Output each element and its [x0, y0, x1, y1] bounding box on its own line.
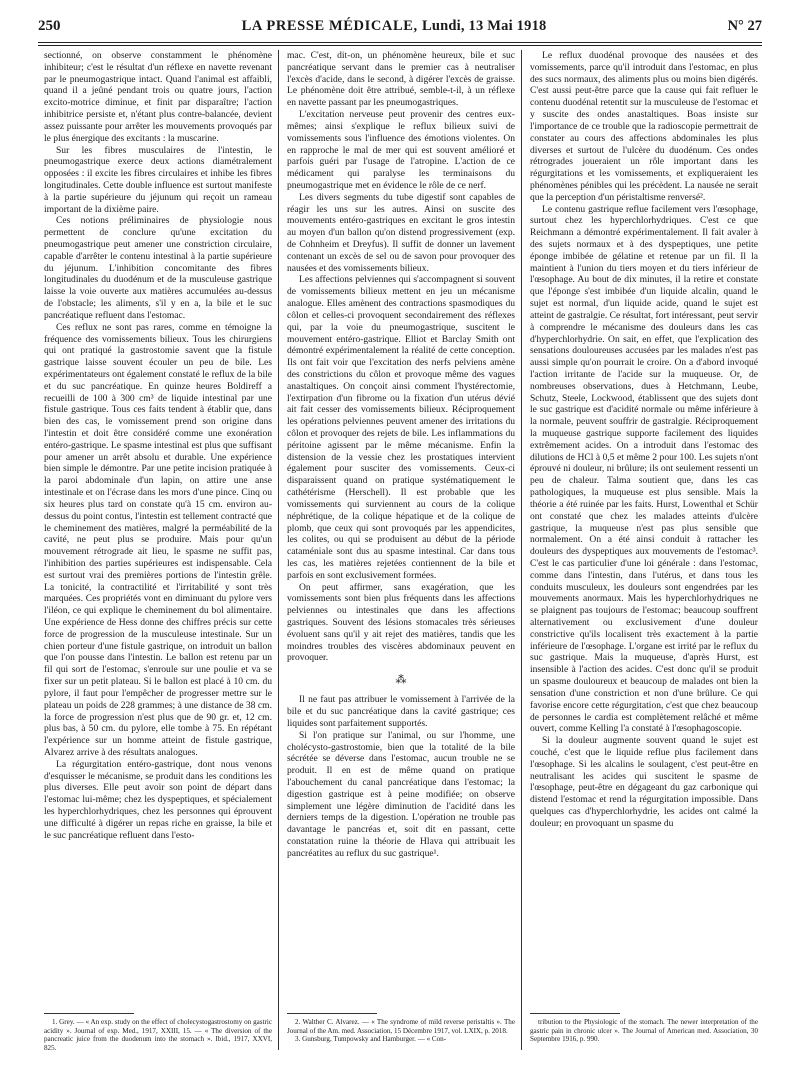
paragraph: La régurgitation entéro-gastrique, dont nous venons d'esquisser le mécanisme, se produit dans les conditions les plus diverses. Elle peut avoir son point de départ dans l'estomac lui-même; chez les dyspeptiques, et spécialement les hyperchlorhydriques, chez les personnes qui éprouvent une difficulté à digérer un repas riche en graisse, la bile et le suc pancréatique refluent dans l'esto- — [44, 758, 272, 841]
page-header — [38, 18, 762, 40]
footnote: tribution to the Physiologic of the stomach. The newer interpretation of the gastric pain in chronic ulcer ». The Journal of American med. Association, 30 Septembre 1916, p. 990. — [530, 1018, 758, 1044]
footnote-rule — [44, 1013, 134, 1014]
paragraph: Il ne faut pas attribuer le vomissement à l'arrivée de la bile et du suc pancréatique dans la cavité gastrique; ces liquides sont parfaitement supportés. — [287, 694, 515, 729]
article-column-1 — [44, 50, 272, 1050]
footnote: 3. Gunsburg, Tumpowsky and Hamburger. — « Con- — [295, 1035, 447, 1044]
paragraph: On peut affirmer, sans exagération, que les vomissements sont bien plus fréquents dans les affections pelviennes ou intestinales que dans les affections gastriques. Souvent des lésions stomacales très sérieuses évoluent sans qu'il y ait rejet des matières, tandis que les moindres troubles des viscères abdominaux peuvent en provoquer. — [287, 581, 515, 664]
section-ornament: ⁂ — [395, 674, 407, 687]
paragraph: Si la douleur augmente souvent quand le sujet est couché, c'est que le liquide reflue plus facilement dans l'œsophage. Si les alcalins le soulagent, c'est peut-être en neutralisant les acides qui suscitent le spasme de l'œsophage, peut-être en dégageant du gaz carbonique qui distend l'estomac et rend la régurgitation impossible. Dans quelques cas d'hyperchlorhydrie, les acides ont calmé la douleur; en provoquant un spasme du — [530, 735, 758, 829]
journal-title — [242, 18, 547, 35]
paragraph: Les divers segments du tube digestif sont capables de réagir les uns sur les autres. Ainsi on suscite des mouvements entéro-gastriques en excitant le gros intestin au moyen d'un ballon qu'on distend progressivement (exp. de Cohnheim et Dreyfus). Il suffit de donner un lavement contenant un excès de sel ou de savon pour provoquer des nausées et des vomissements bilieux. — [287, 191, 515, 274]
paragraph: Sur les fibres musculaires de l'intestin, le pneumogastrique exerce deux actions diamétralement opposées : il excite les fibres circulaires et inhibe les fibres longitudinales. Cette double influence est surtout manifeste à la partie supérieure du jéjunum qui reçoit un rameau important de la dixième paire. — [44, 144, 272, 215]
column-divider — [278, 50, 279, 1050]
column-divider — [521, 50, 522, 1050]
footnotes-column-2 — [287, 1018, 515, 1044]
footnotes-column-1 — [44, 1018, 272, 1052]
footnote: 2. Walther C. Alvarez. — « The syndrome of mild reverse peristaltis ». The Journal of the Am. med. Association, 15 Décembre 1917, vol. LXIX, p. 2018. — [287, 1018, 515, 1035]
article-column-2 — [287, 50, 515, 1050]
journal-name: LA PRESSE MÉDICALE, — [241, 18, 418, 34]
paragraph: sectionné, on observe constamment le phénomène inhibiteur; c'est le résultat d'un réflexe en navette revenant par le pneumogastrique intact. Quand l'animal est affaibli, quand il a jeûné pendant trois ou quatre jours, l'action excito-motrice diminue, et finit par disparaître; l'action inhibitrice persiste et, n'étant plus contre-balancée, devient assez puissante pour arrêter les mouvements provoqués par le plus énergique des excitants : la muscarine. — [44, 50, 272, 144]
issue-date: Lundi, 13 Mai 1918 — [422, 18, 547, 34]
footnote-rule — [287, 1013, 377, 1014]
paragraph: Ces notions préliminaires de physiologie nous permettent de conclure qu'une excitation du pneumogastrique peut amener une constriction circulaire, capable d'arrêter le contenu intestinal à la partie supérieure du jéjunum. L'inhibition concomitante des fibres longitudinales du duodénum et de la musculeuse gastrique laisse la voie ouverte aux matières accumulées au-dessus de l'obstacle; les aliments, s'il y en a, la bile et le suc pancréatique refluent dans l'estomac. — [44, 215, 272, 321]
paragraph: Les affections pelviennes qui s'accompagnent si souvent de vomissements bilieux mettent en jeu un mécanisme analogue. Elles amènent des contractions spasmodiques du côlon et celles-ci provoquent secondairement des réflexes qui, par la voie du pneumogastrique, suscitent le mouvement entéro-gastrique. Elliot et Barclay Smith ont démontré expérimentalement la réalité de cette conception. Ils ont fait voir que l'excitation des nerfs pelviens amène des constrictions du côlon et provoque même des vagues anastaltiques. On conçoit ainsi comment l'hystérectomie, l'extirpation d'un fibrome ou la fixation d'un utérus dévié ait fait cesser des vomissements bilieux. Réciproquement les opérations pelviennes peuvent amener des irritations du côlon et provoquer des rejets de bile. Les inflammations du péritoine agissent par le même mécanisme. Enfin la distension de la vessie chez les prostatiques intervient également pour susciter des vomissements. Ceux-ci disparaissent quand on pratique systématiquement le cathétérisme (Herschell). Il est probable que les vomissements qui surviennent au cours de la colique néphrétique, de la colique hépatique et de la colique de plomb, que ceux qui sont provoqués par les appendicites, les colites, ou qui se produisent au début de la période cataméniale sont dus au spasme intestinal. Car dans tous les cas, les matières rejetées contiennent de la bile et parfois en sont exclusivement formées. — [287, 274, 515, 581]
paragraph: Ces reflux ne sont pas rares, comme en témoigne la fréquence des vomissements bilieux. Tous les chirurgiens qui ont pratiqué la gastrostomie savent que la fistule gastrique laisse souvent écouler un peu de bile. Les expérimentateurs ont également constaté le reflux de la bile et du suc pancréatique. En quinze heures Boldireff a recueilli de 100 à 300 cm³ de liquide intestinal par une fistule gastrique. Tous ces faits tendent à établir que, dans bien des cas, le vomissement prend son origine dans l'intestin et doit être considéré comme une exonération entéro-gastrique. Le spasme intestinal est plus que suffisant pour amener un arrêt absolu et durable. Une expérience bien simple le démontre. Par une petite incision pratiquée à la paroi abdominale d'un lapin, on attire une anse intestinale et on l'écrase dans les mors d'une pince. Cinq ou six heures plus tard on constate qu'à 15 cm. environ au-dessus du point contus, l'intestin est tellement contracté que le cheminement des matières, malgré la perméabilité de la cavité, ne peut plus se produire. Mais pour qu'un mouvement rétrograde ait lieu, le spasme ne suffit pas, l'inhibition des parties supérieures est indispensable. Cela est surtout vrai des premières portions de l'intestin grêle. La tonicité, la contractilité et l'irritabilité y sont très marquées. Ces propriétés vont en diminuant du pylore vers l'iléon, ce qui explique le cheminement du bol alimentaire. Une expérience de Hess donne des chiffres précis sur cette force de progression de la musculeuse intestinale. Sur un chien porteur d'une fistule gastrique, on introduit un ballon que l'on pousse dans l'intestin. Le ballon est retenu par un fil qui sort de l'estomac, s'enroule sur une poulie et va se fixer sur un petit plateau. Si le ballon est placé à 10 cm. du pylore, il faut pour l'empêcher de progresser mettre sur le plateau un poids de 228 grammes; à une distance de 38 cm. la force de progression n'est plus que de 90 gr. et, 12 cm. plus bas, à 50 cm. du pylore, elle tombe à 75. En répétant l'expérience sur un homme atteint de fistule gastrique, Alvarez arrive à des résultats analogues. — [44, 321, 272, 758]
issue-number: N° 27 — [727, 18, 762, 34]
paragraph: Le reflux duodénal provoque des nausées et des vomissements, parce qu'il introduit dans l'estomac, en plus des sucs normaux, des aliments plus ou moins bien digérés. C'est aussi peut-être parce que la cause qui fait refluer le contenu duodénal retentit sur la musculeuse de l'estomac et y suscite des ondes anastaltiques. Boas insiste sur l'importance de ce trouble que la radioscopie permettrait de constater au cours des affections abdominales les plus diverses et surtout de l'ulcère du duodénum. Ces ondes rétrogrades joueraient un rôle important dans les régurgitations et les vomissements, et expliqueraient les phénomènes pénibles qui les précèdent. La nausée ne serait que la perception d'un péristaltisme renversé². — [530, 50, 758, 203]
article-column-3 — [530, 50, 758, 1050]
footnotes-column-3 — [530, 1018, 758, 1044]
header-rule — [38, 42, 762, 43]
paragraph: mac. C'est, dit-on, un phénomène heureux, bile et suc pancréatique servant dans le premier cas à neutraliser l'excès d'acide, dans le second, à digérer l'excès de graisse. Le phénomène doit être attribué, semble-t-il, à un réflexe en navette passant par les pneumogastriques. — [287, 50, 515, 109]
paragraph: Si l'on pratique sur l'animal, ou sur l'homme, une cholécysto-gastrostomie, bien que la totalité de la bile sécrétée se déverse dans l'estomac, aucun trouble ne se produit. Il en est de même quand on pratique l'abouchement du canal pancréatique dans l'estomac; la digestion gastrique est à peine modifiée; on observe simplement une légère diminution de l'acidité dans les derniers temps de la digestion. L'opération ne trouble pas davantage le pancréas et, soit dit en passant, cette constatation ruine la théorie de Hlava qui attribuait les pancréatites au reflux du suc gastrique¹. — [287, 729, 515, 859]
paragraph: Le contenu gastrique reflue facilement vers l'œsophage, surtout chez les hyperchlorhydriques. C'est ce que Reichmann a démontré expérimentalement. Il fait avaler à des sujets normaux et à des dyspeptiques, une petite éponge imbibée de gélatine et retenue par un fil. Il la maintient à l'union du tiers moyen et du tiers inférieur de l'œsophage. Au bout de dix minutes, il la retire et constate que l'éponge s'est imbibée d'un liquide alcalin, quand le sujet est normal, d'un liquide acide, quand le sujet est atteint de gastralgie. Ce résultat, fort intéressant, peut servir à comprendre le mécanisme des douleurs dans les cas d'hyperchlorhydrie. On sait, en effet, que l'explication des sensations douloureuses accusées par les malades n'est pas aussi simple qu'on pourrait le croire. On a d'abord invoqué l'action irritante de l'acide sur la muqueuse. Or, de nombreuses observations, dues à Hetchmann, Leube, Schutz, Steele, Lockwood, établissent que des sujets dont le suc gastrique est d'acidité normale ou même inférieure à la normale, peuvent souffrir de gastralgie. Réciproquement la muqueuse gastrique supporte facilement des liquides extrêmement acides. On a introduit dans l'estomac des dilutions de HCl à 0,5 et même 2 pour 100. Les sujets n'ont éprouvé ni douleur, ni brûlure; ils ont seulement ressenti un peu de chaleur. Talma soutient que, dans les cas pathologiques, la muqueuse est plus sensible. Mais la théorie a été ruinée par les faits. Hurst, Lowenthal et Schür ont constaté que chez les malades atteints d'ulcère gastrique, la muqueuse n'est pas plus sensible que normalement. On a été ainsi conduit à rattacher les douleurs des dyspeptiques aux mouvements de l'estomac³. C'est le cas particulier d'une loi générale : dans l'estomac, comme dans l'intestin, dans l'utérus, et dans tous les conduits musculeux, les douleurs sont engendrées par les mouvements anormaux. Mais les hyperchlorhydriques ne se plaignent pas toujours de l'estomac; beaucoup souffrent alternativement ou exclusivement d'une douleur constrictive qu'ils localisent très exactement à la partie inférieure de l'œsophage. L'organe est irrité par le reflux du suc gastrique. Mais la muqueuse, d'après Hurst, est insensible à l'action des acides. C'est donc qu'il se produit un spasme douloureux et beaucoup de malades ont bien la sensation d'une constriction et non d'une brûlure. Ce qui favorise encore cette régurgitation, c'est que chez beaucoup de personnes le cardia est complètement relâché et même ouvert, comme Kelling l'a constaté à l'œsophagoscopie. — [530, 203, 758, 735]
header-rule-thin — [38, 45, 762, 46]
footnote-rule — [530, 1013, 620, 1014]
page-number: 250 — [38, 18, 61, 34]
paragraph: L'excitation nerveuse peut provenir des centres eux-mêmes; ainsi s'explique le reflux bilieux suivi de vomissements sous l'influence des émotions violentes. On en rapproche le mal de mer qui est souvent amélioré et parfois guéri par l'usage de l'atropine. L'action de ce médicament qui paralyse les terminaisons du pneumogastrique met en évidence le rôle de ce nerf. — [287, 109, 515, 191]
footnote: 1. Grey. — « An exp. study on the effect of cholecystogastrostomy on gastric acidity ». Journal of exp. Med., 1917, XXIII, 15. — « The diversion of the pancreatic juice from the duodenum into the stomach ». Ibid., 1917, XXVI, 825. — [44, 1018, 272, 1052]
